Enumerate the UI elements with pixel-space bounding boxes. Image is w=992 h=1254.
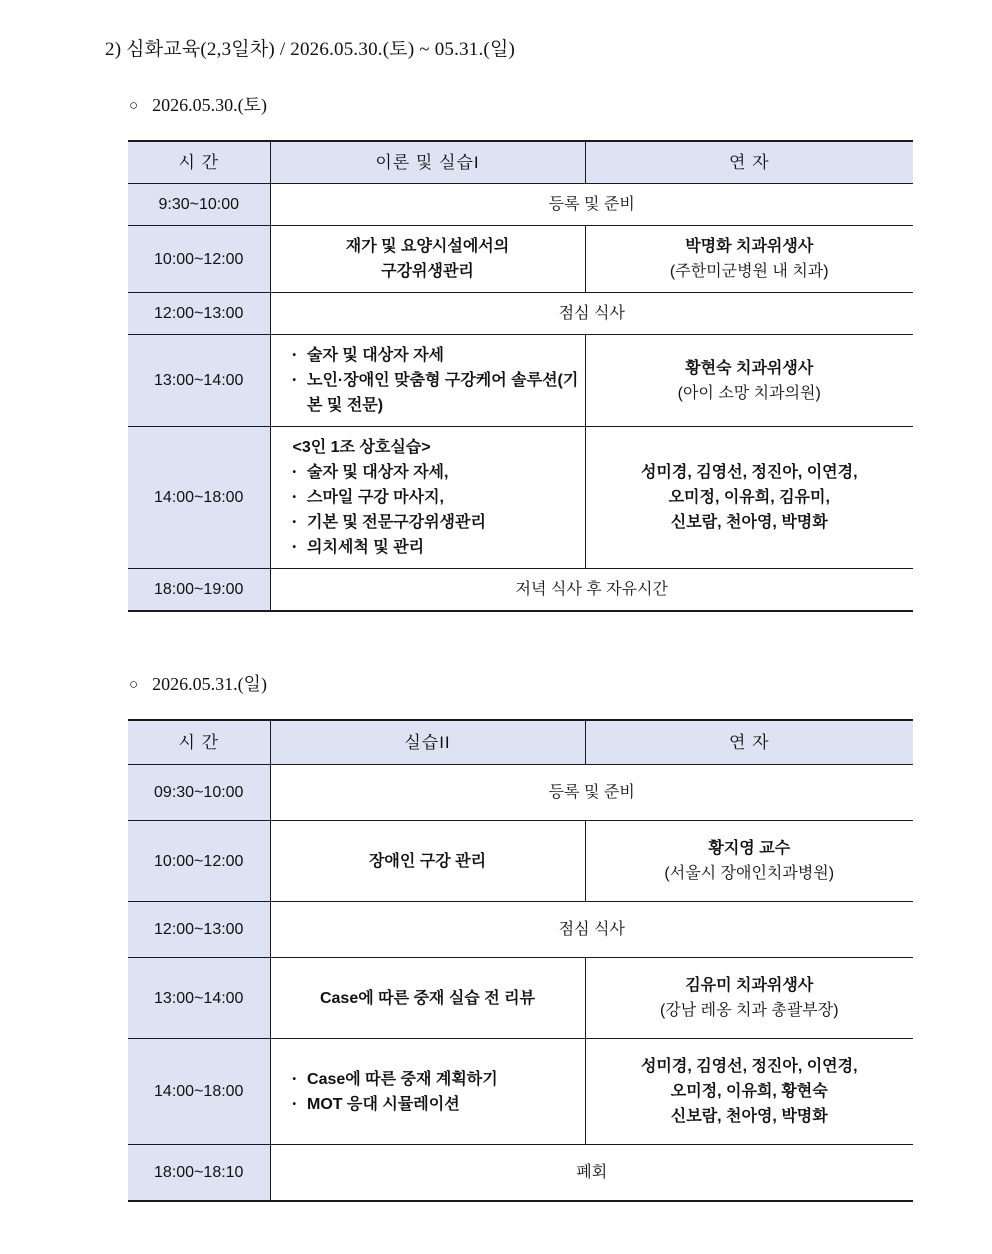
time-cell: 14:00~18:00 [128, 1039, 270, 1145]
merged-text: 점심 식사 [558, 921, 625, 938]
bullet-list [277, 1067, 579, 1117]
table-row [128, 902, 913, 958]
merged-cell [270, 569, 913, 612]
bullet-list [277, 343, 579, 418]
time-cell: 18:00~18:10 [128, 1145, 270, 1202]
table-row [128, 427, 913, 569]
topic-cell [270, 427, 585, 569]
time-cell: 10:00~12:00 [128, 821, 270, 902]
speaker-names-line: 신보람, 천아영, 박명화 [670, 1108, 828, 1125]
section-day1 [0, 91, 992, 612]
time-cell: 12:00~13:00 [128, 293, 270, 335]
bullet-text: 술자 및 대상자 자세, [307, 464, 449, 481]
topic-text: 장애인 구강 관리 [368, 852, 487, 870]
bullet-icon: • [292, 467, 297, 478]
table-row [128, 1145, 913, 1202]
document-page [0, 34, 992, 1202]
speaker-name: 김유미 치과위생사 [685, 977, 814, 994]
column-header: 실습II [270, 720, 585, 765]
bullet-icon: • [292, 542, 297, 553]
table-row [128, 765, 913, 821]
speaker-name: 황현숙 치과위생사 [685, 359, 814, 377]
speaker-name: 박명화 치과위생사 [685, 238, 814, 255]
speaker-cell [585, 226, 913, 293]
speaker-names-line: 성미경, 김영선, 정진아, 이연경, [640, 1058, 858, 1075]
table-row [128, 335, 913, 427]
bullet-text: 기본 및 전문구강위생관리 [307, 514, 486, 531]
section-heading-day2 [129, 670, 992, 696]
table-row [128, 184, 913, 226]
bullet-text: MOT 응대 시뮬레이션 [307, 1095, 460, 1113]
merged-text: 폐회 [576, 1164, 608, 1181]
speaker-names-line: 오미정, 이유희, 김유미, [668, 489, 830, 506]
speaker-cell [585, 427, 913, 569]
header-row [128, 720, 913, 765]
bullet-icon: • [292, 375, 297, 386]
speaker-cell [585, 335, 913, 427]
bullet-item [293, 460, 579, 485]
merged-cell [270, 902, 913, 958]
speaker-cell [585, 958, 913, 1039]
topic-text: Case에 따른 중재 실습 전 리뷰 [319, 989, 536, 1007]
merged-text: 등록 및 준비 [548, 196, 635, 213]
bullet-icon: • [292, 517, 297, 528]
topic-cell [270, 335, 585, 427]
topic-heading: <3인 1조 상호실습> [292, 439, 431, 456]
column-header: 시 간 [128, 720, 270, 765]
time-cell: 9:30~10:00 [128, 184, 270, 226]
merged-cell [270, 1145, 913, 1202]
bullet-text: 노인·장애인 맞춤형 구강케어 솔루션(기본 및 전문) [307, 372, 579, 414]
merged-text: 등록 및 준비 [548, 784, 635, 801]
circle-marker: ○ [129, 98, 139, 114]
speaker-names-line: 오미정, 이유희, 황현숙 [670, 1083, 828, 1100]
table-row [128, 569, 913, 612]
section-heading-day1 [129, 91, 992, 117]
speaker-affiliation: (주한미군병원 내 치과) [669, 263, 829, 280]
bullet-item [293, 1092, 579, 1117]
schedule-table-day2 [128, 719, 913, 1202]
table-row [128, 293, 913, 335]
header-row [128, 141, 913, 184]
topic-cell [270, 226, 585, 293]
speaker-cell [585, 1039, 913, 1145]
merged-cell [270, 293, 913, 335]
schedule-table-day1 [128, 140, 913, 612]
speaker-name: 황지영 교수 [708, 840, 791, 857]
bullet-icon: • [292, 1098, 297, 1110]
time-cell: 12:00~13:00 [128, 902, 270, 958]
bullet-icon: • [292, 492, 297, 503]
time-cell: 14:00~18:00 [128, 427, 270, 569]
topic-cell [270, 821, 585, 902]
speaker-names-line: 성미경, 김영선, 정진아, 이연경, [640, 464, 858, 481]
topic-text: 재가 및 요양시설에서의 [345, 238, 510, 255]
merged-cell [270, 184, 913, 226]
table-row [128, 226, 913, 293]
time-cell: 18:00~19:00 [128, 569, 270, 612]
bullet-item [293, 1067, 579, 1092]
section-date: 2026.05.30.(토) [152, 95, 267, 115]
time-cell: 09:30~10:00 [128, 765, 270, 821]
circle-marker: ○ [129, 677, 139, 693]
bullet-text: Case에 따른 중재 계획하기 [307, 1070, 498, 1088]
bullet-text: 술자 및 대상자 자세 [307, 347, 444, 364]
bullet-item [293, 485, 579, 510]
bullet-text: 의치세척 및 관리 [307, 539, 425, 556]
topic-text: 구강위생관리 [381, 263, 474, 280]
speaker-cell [585, 821, 913, 902]
bullet-list [277, 460, 579, 560]
column-header: 시 간 [128, 141, 270, 184]
table-row [128, 821, 913, 902]
speaker-affiliation: (강남 레옹 치과 총괄부장) [659, 1002, 839, 1019]
topic-cell [270, 958, 585, 1039]
time-cell: 13:00~14:00 [128, 958, 270, 1039]
document-title: 2) 심화교육(2,3일차) / 2026.05.30.(토) ~ 05.31.(일) [105, 39, 516, 60]
bullet-item [293, 510, 579, 535]
merged-cell [270, 765, 913, 821]
bullet-item [293, 535, 579, 560]
speaker-affiliation: (아이 소망 치과의원) [677, 384, 821, 402]
column-header: 연 자 [585, 141, 913, 184]
time-cell: 10:00~12:00 [128, 226, 270, 293]
time-cell: 13:00~14:00 [128, 335, 270, 427]
merged-text: 저녁 식사 후 자유시간 [515, 581, 668, 598]
bullet-item [293, 368, 579, 418]
topic-cell [270, 1039, 585, 1145]
bullet-text: 스마일 구강 마사지, [307, 489, 444, 506]
bullet-icon: • [292, 1073, 297, 1085]
section-day2 [0, 670, 992, 1202]
bullet-icon: • [292, 350, 297, 361]
column-header: 이론 및 실습I [270, 141, 585, 184]
merged-text: 점심 식사 [558, 305, 625, 322]
table-row [128, 958, 913, 1039]
column-header: 연 자 [585, 720, 913, 765]
speaker-names-line: 신보람, 천아영, 박명화 [670, 514, 828, 531]
speaker-affiliation: (서울시 장애인치과병원) [664, 865, 835, 882]
section-date: 2026.05.31.(일) [152, 674, 267, 694]
table-row [128, 1039, 913, 1145]
bullet-item [293, 343, 579, 368]
